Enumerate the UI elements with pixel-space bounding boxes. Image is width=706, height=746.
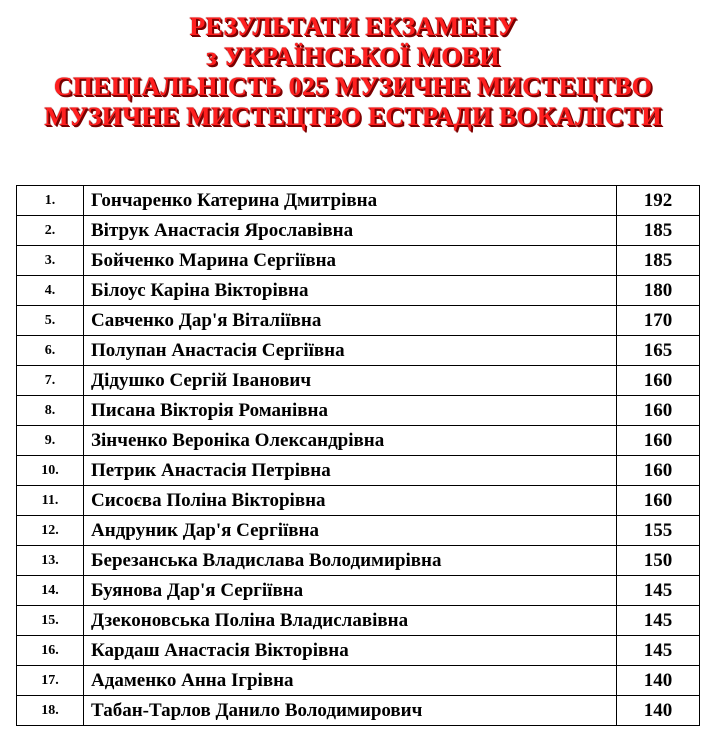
student-name-cell: Андруник Дар'я Сергіївна <box>84 516 617 546</box>
row-number-cell: 13. <box>17 546 84 576</box>
header-title-line-4: МУЗИЧНЕ МИСТЕЦТВО ЕСТРАДИ ВОКАЛІСТИ <box>44 102 662 131</box>
exam-score-cell: 185 <box>617 216 700 246</box>
table-row <box>17 246 700 276</box>
table-row <box>17 216 700 246</box>
header-title-line-3: СПЕЦІАЛЬНІСТЬ 025 МУЗИЧНЕ МИСТЕЦТВО <box>53 72 653 101</box>
table-row <box>17 366 700 396</box>
student-name-cell: Буянова Дар'я Сергіївна <box>84 576 617 606</box>
exam-score-cell: 185 <box>617 246 700 276</box>
student-name-cell: Табан-Тарлов Данило Володимирович <box>84 696 617 726</box>
row-number-cell: 12. <box>17 516 84 546</box>
student-name-cell: Полупан Анастасія Сергіївна <box>84 336 617 366</box>
row-number-cell: 7. <box>17 366 84 396</box>
exam-score-cell: 155 <box>617 516 700 546</box>
exam-score-cell: 160 <box>617 366 700 396</box>
row-number-cell: 18. <box>17 696 84 726</box>
table-row <box>17 306 700 336</box>
exam-score-cell: 160 <box>617 396 700 426</box>
results-table-body <box>17 186 700 726</box>
row-number-cell: 11. <box>17 486 84 516</box>
student-name-cell: Гончаренко Катерина Дмитрівна <box>84 186 617 216</box>
table-row <box>17 696 700 726</box>
student-name-cell: Писана Вікторія Романівна <box>84 396 617 426</box>
table-row <box>17 636 700 666</box>
table-row <box>17 186 700 216</box>
table-row <box>17 546 700 576</box>
table-row <box>17 426 700 456</box>
student-name-cell: Петрик Анастасія Петрівна <box>84 456 617 486</box>
header-title-line-1: РЕЗУЛЬТАТИ ЕКЗАМЕНУ <box>189 12 517 41</box>
table-row <box>17 396 700 426</box>
row-number-cell: 2. <box>17 216 84 246</box>
exam-score-cell: 140 <box>617 666 700 696</box>
student-name-cell: Бойченко Марина Сергіївна <box>84 246 617 276</box>
student-name-cell: Вітрук Анастасія Ярославівна <box>84 216 617 246</box>
row-number-cell: 17. <box>17 666 84 696</box>
exam-score-cell: 160 <box>617 456 700 486</box>
exam-score-cell: 170 <box>617 306 700 336</box>
row-number-cell: 6. <box>17 336 84 366</box>
document-header <box>0 12 706 132</box>
exam-score-cell: 150 <box>617 546 700 576</box>
row-number-cell: 14. <box>17 576 84 606</box>
exam-score-cell: 145 <box>617 606 700 636</box>
table-row <box>17 516 700 546</box>
row-number-cell: 9. <box>17 426 84 456</box>
student-name-cell: Адаменко Анна Ігрівна <box>84 666 617 696</box>
exam-score-cell: 160 <box>617 426 700 456</box>
student-name-cell: Березанська Владислава Володимирівна <box>84 546 617 576</box>
row-number-cell: 5. <box>17 306 84 336</box>
exam-score-cell: 145 <box>617 636 700 666</box>
table-row <box>17 666 700 696</box>
student-name-cell: Зінченко Вероніка Олександрівна <box>84 426 617 456</box>
exam-score-cell: 165 <box>617 336 700 366</box>
row-number-cell: 3. <box>17 246 84 276</box>
table-row <box>17 576 700 606</box>
row-number-cell: 10. <box>17 456 84 486</box>
student-name-cell: Сисоєва Поліна Вікторівна <box>84 486 617 516</box>
row-number-cell: 15. <box>17 606 84 636</box>
exam-score-cell: 140 <box>617 696 700 726</box>
row-number-cell: 16. <box>17 636 84 666</box>
table-row <box>17 606 700 636</box>
exam-score-cell: 160 <box>617 486 700 516</box>
student-name-cell: Дідушко Сергій Іванович <box>84 366 617 396</box>
header-title-line-2: з УКРАЇНСЬКОЇ МОВИ <box>206 42 500 71</box>
row-number-cell: 8. <box>17 396 84 426</box>
table-row <box>17 456 700 486</box>
table-row <box>17 486 700 516</box>
results-table <box>16 185 700 726</box>
table-row <box>17 276 700 306</box>
exam-score-cell: 180 <box>617 276 700 306</box>
row-number-cell: 1. <box>17 186 84 216</box>
row-number-cell: 4. <box>17 276 84 306</box>
exam-score-cell: 192 <box>617 186 700 216</box>
exam-score-cell: 145 <box>617 576 700 606</box>
student-name-cell: Савченко Дар'я Віталіївна <box>84 306 617 336</box>
student-name-cell: Кардаш Анастасія Вікторівна <box>84 636 617 666</box>
table-row <box>17 336 700 366</box>
student-name-cell: Білоус Каріна Вікторівна <box>84 276 617 306</box>
student-name-cell: Дзеконовська Поліна Владиславівна <box>84 606 617 636</box>
